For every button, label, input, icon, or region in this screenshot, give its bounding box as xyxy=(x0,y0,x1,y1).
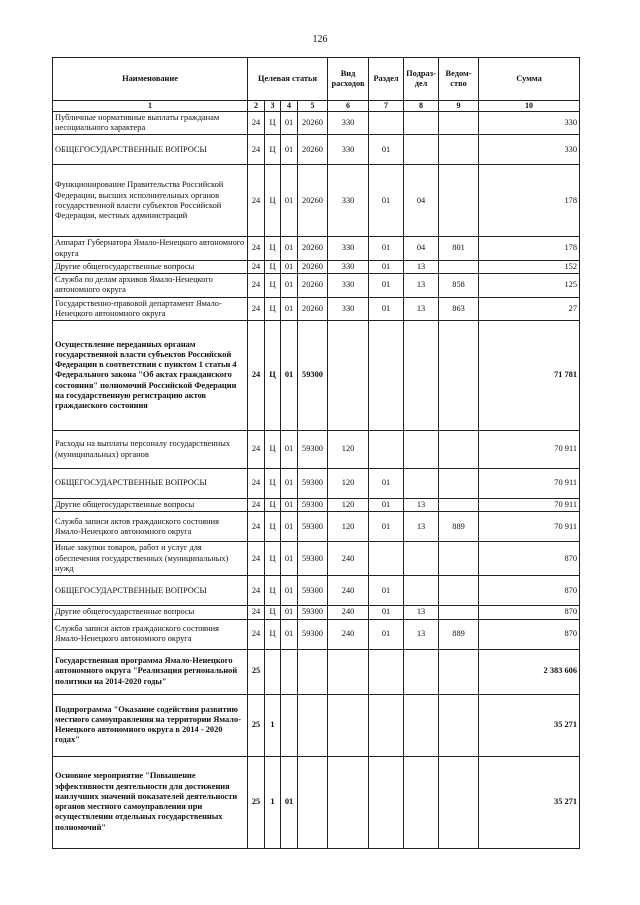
table-row xyxy=(53,606,580,619)
target-code-event: 01 xyxy=(281,274,298,298)
target-code-program: 24 xyxy=(248,274,265,298)
target-code-event: 01 xyxy=(281,260,298,273)
target-code-program: 24 xyxy=(248,135,265,165)
sum-cell: 330 xyxy=(479,135,580,165)
table-row xyxy=(53,165,580,237)
table-row xyxy=(53,135,580,165)
target-code-direction: Ц xyxy=(265,297,281,321)
subsection-cell xyxy=(404,111,439,135)
section-cell xyxy=(369,111,404,135)
target-code-expense: 59300 xyxy=(298,512,328,542)
section-cell: 01 xyxy=(369,512,404,542)
table-row xyxy=(53,321,580,431)
section-cell: 01 xyxy=(369,499,404,512)
subsection-cell: 13 xyxy=(404,297,439,321)
target-code-program: 25 xyxy=(248,756,265,848)
sum-cell: 70 911 xyxy=(479,431,580,469)
column-number: 10 xyxy=(479,101,580,112)
sum-cell: 870 xyxy=(479,576,580,606)
sum-cell: 870 xyxy=(479,619,580,649)
sum-cell: 870 xyxy=(479,542,580,576)
row-name: Иные закупки товаров, работ и услуг для обеспечения государственных (муниципальных) нужд xyxy=(53,542,248,576)
row-name: ОБЩЕГОСУДАРСТВЕННЫЕ ВОПРОСЫ xyxy=(53,135,248,165)
table-row xyxy=(53,111,580,135)
sum-cell: 125 xyxy=(479,274,580,298)
target-code-program: 25 xyxy=(248,649,265,694)
column-number: 8 xyxy=(404,101,439,112)
header-expense-type: Вид расходов xyxy=(328,58,369,101)
target-code-program: 24 xyxy=(248,576,265,606)
header-section: Раздел xyxy=(369,58,404,101)
sum-cell: 70 911 xyxy=(479,499,580,512)
subsection-cell: 13 xyxy=(404,606,439,619)
target-code-event: 01 xyxy=(281,237,298,261)
expense-type-cell xyxy=(328,649,369,694)
sum-cell: 35 271 xyxy=(479,694,580,756)
department-cell: 801 xyxy=(439,237,479,261)
column-number: 9 xyxy=(439,101,479,112)
expense-type-cell: 120 xyxy=(328,512,369,542)
table-row xyxy=(53,576,580,606)
department-cell xyxy=(439,499,479,512)
header-target-article: Целевая статья xyxy=(248,58,328,101)
target-code-direction: 1 xyxy=(265,694,281,756)
section-cell: 01 xyxy=(369,260,404,273)
row-name: Подпрограмма "Оказание содействия развитию местного самоуправления на территории Ямало-Ненецкого автономного округа в 2014 - 2020 годах" xyxy=(53,694,248,756)
department-cell xyxy=(439,111,479,135)
header-sum: Сумма xyxy=(479,58,580,101)
target-code-direction: Ц xyxy=(265,274,281,298)
row-name: Служба записи актов гражданского состояния Ямало-Ненецкого автономного округа xyxy=(53,619,248,649)
department-cell xyxy=(439,649,479,694)
subsection-cell: 13 xyxy=(404,619,439,649)
table-row xyxy=(53,469,580,499)
table-row xyxy=(53,274,580,298)
target-code-event: 01 xyxy=(281,756,298,848)
target-code-expense: 20260 xyxy=(298,111,328,135)
row-name: ОБЩЕГОСУДАРСТВЕННЫЕ ВОПРОСЫ xyxy=(53,469,248,499)
row-name: ОБЩЕГОСУДАРСТВЕННЫЕ ВОПРОСЫ xyxy=(53,576,248,606)
target-code-direction: Ц xyxy=(265,576,281,606)
sum-cell: 330 xyxy=(479,111,580,135)
expense-type-cell xyxy=(328,756,369,848)
subsection-cell xyxy=(404,756,439,848)
table-row xyxy=(53,619,580,649)
target-code-event xyxy=(281,694,298,756)
table-row xyxy=(53,237,580,261)
target-code-event xyxy=(281,649,298,694)
row-name: Расходы на выплаты персоналу государственных (муниципальных) органов xyxy=(53,431,248,469)
target-code-direction: Ц xyxy=(265,512,281,542)
department-cell xyxy=(439,431,479,469)
target-code-direction: Ц xyxy=(265,260,281,273)
department-cell xyxy=(439,756,479,848)
subsection-cell xyxy=(404,431,439,469)
sum-cell: 70 911 xyxy=(479,512,580,542)
target-code-expense: 20260 xyxy=(298,297,328,321)
row-name: Другие общегосударственные вопросы xyxy=(53,606,248,619)
department-cell: 889 xyxy=(439,619,479,649)
sum-cell: 870 xyxy=(479,606,580,619)
target-code-program: 24 xyxy=(248,260,265,273)
target-code-expense xyxy=(298,756,328,848)
expense-type-cell: 120 xyxy=(328,469,369,499)
row-name: Государственная программа Ямало-Ненецкого автономного округа "Реализация региональной политики на 2014-2020 годы" xyxy=(53,649,248,694)
table-row xyxy=(53,297,580,321)
expense-type-cell: 330 xyxy=(328,165,369,237)
target-code-program: 24 xyxy=(248,431,265,469)
column-number: 6 xyxy=(328,101,369,112)
department-cell xyxy=(439,469,479,499)
expense-type-cell xyxy=(328,694,369,756)
target-code-direction: Ц xyxy=(265,606,281,619)
table-row xyxy=(53,499,580,512)
section-cell: 01 xyxy=(369,469,404,499)
section-cell xyxy=(369,431,404,469)
target-code-expense: 20260 xyxy=(298,165,328,237)
target-code-expense: 20260 xyxy=(298,274,328,298)
target-code-direction: Ц xyxy=(265,165,281,237)
expense-type-cell: 330 xyxy=(328,260,369,273)
target-code-program: 24 xyxy=(248,469,265,499)
target-code-direction: Ц xyxy=(265,542,281,576)
subsection-cell: 04 xyxy=(404,165,439,237)
target-code-expense: 20260 xyxy=(298,260,328,273)
department-cell xyxy=(439,260,479,273)
expense-type-cell: 240 xyxy=(328,576,369,606)
section-cell: 01 xyxy=(369,297,404,321)
target-code-event: 01 xyxy=(281,469,298,499)
department-cell xyxy=(439,321,479,431)
row-name: Служба по делам архивов Ямало-Ненецкого автономного округа xyxy=(53,274,248,298)
target-code-event: 01 xyxy=(281,111,298,135)
subsection-cell xyxy=(404,542,439,576)
column-number: 7 xyxy=(369,101,404,112)
section-cell xyxy=(369,321,404,431)
target-code-expense: 59300 xyxy=(298,542,328,576)
target-code-event: 01 xyxy=(281,542,298,576)
expense-type-cell: 330 xyxy=(328,237,369,261)
sum-cell: 152 xyxy=(479,260,580,273)
table-row xyxy=(53,694,580,756)
row-name: Другие общегосударственные вопросы xyxy=(53,260,248,273)
department-cell: 858 xyxy=(439,274,479,298)
sum-cell: 178 xyxy=(479,165,580,237)
department-cell: 889 xyxy=(439,512,479,542)
target-code-direction: Ц xyxy=(265,619,281,649)
target-code-direction xyxy=(265,649,281,694)
target-code-program: 24 xyxy=(248,542,265,576)
row-name: Основное мероприятие "Повышение эффективности деятельности для достижения наилучших значений показателей деятельности органов местного самоуправления при осуществлении отдельных государственных полномочий" xyxy=(53,756,248,848)
section-cell xyxy=(369,649,404,694)
section-cell: 01 xyxy=(369,165,404,237)
table-row xyxy=(53,260,580,273)
target-code-expense: 59300 xyxy=(298,431,328,469)
target-code-event: 01 xyxy=(281,576,298,606)
table-row xyxy=(53,649,580,694)
section-cell: 01 xyxy=(369,619,404,649)
table-header-row xyxy=(53,58,580,101)
target-code-event: 01 xyxy=(281,606,298,619)
target-code-program: 25 xyxy=(248,694,265,756)
target-code-event: 01 xyxy=(281,297,298,321)
subsection-cell xyxy=(404,135,439,165)
table-body xyxy=(53,111,580,848)
section-cell: 01 xyxy=(369,274,404,298)
target-code-direction: Ц xyxy=(265,111,281,135)
target-code-event: 01 xyxy=(281,431,298,469)
department-cell xyxy=(439,165,479,237)
section-cell: 01 xyxy=(369,576,404,606)
target-code-expense xyxy=(298,694,328,756)
target-code-program: 24 xyxy=(248,111,265,135)
sum-cell: 35 271 xyxy=(479,756,580,848)
department-cell xyxy=(439,694,479,756)
column-number: 4 xyxy=(281,101,298,112)
department-cell xyxy=(439,606,479,619)
budget-table xyxy=(52,57,580,849)
target-code-event: 01 xyxy=(281,512,298,542)
target-code-program: 24 xyxy=(248,237,265,261)
target-code-event: 01 xyxy=(281,499,298,512)
department-cell xyxy=(439,135,479,165)
expense-type-cell: 120 xyxy=(328,431,369,469)
expense-type-cell: 240 xyxy=(328,542,369,576)
target-code-program: 24 xyxy=(248,165,265,237)
expense-type-cell: 120 xyxy=(328,499,369,512)
target-code-event: 01 xyxy=(281,619,298,649)
expense-type-cell: 330 xyxy=(328,297,369,321)
sum-cell: 70 911 xyxy=(479,469,580,499)
section-cell: 01 xyxy=(369,606,404,619)
subsection-cell xyxy=(404,576,439,606)
header-name: Наименование xyxy=(53,58,248,101)
target-code-expense: 59300 xyxy=(298,576,328,606)
target-code-event: 01 xyxy=(281,321,298,431)
subsection-cell: 13 xyxy=(404,260,439,273)
target-code-program: 24 xyxy=(248,619,265,649)
column-number: 2 xyxy=(248,101,265,112)
expense-type-cell xyxy=(328,321,369,431)
target-code-program: 24 xyxy=(248,499,265,512)
target-code-expense: 59300 xyxy=(298,469,328,499)
section-cell xyxy=(369,756,404,848)
table-row xyxy=(53,431,580,469)
department-cell xyxy=(439,542,479,576)
section-cell xyxy=(369,694,404,756)
table-row xyxy=(53,542,580,576)
target-code-expense: 20260 xyxy=(298,135,328,165)
row-name: Функционирование Правительства Российской Федерации, высших исполнительных органов государственной власти субъектов Российской Федерации, местных администраций xyxy=(53,165,248,237)
target-code-direction: Ц xyxy=(265,321,281,431)
column-number: 3 xyxy=(265,101,281,112)
subsection-cell: 04 xyxy=(404,237,439,261)
target-code-direction: Ц xyxy=(265,469,281,499)
target-code-program: 24 xyxy=(248,321,265,431)
subsection-cell xyxy=(404,321,439,431)
target-code-program: 24 xyxy=(248,297,265,321)
subsection-cell: 13 xyxy=(404,499,439,512)
target-code-expense: 20260 xyxy=(298,237,328,261)
subsection-cell xyxy=(404,694,439,756)
sum-cell: 71 781 xyxy=(479,321,580,431)
header-department: Ведом-ство xyxy=(439,58,479,101)
subsection-cell xyxy=(404,649,439,694)
target-code-program: 24 xyxy=(248,512,265,542)
column-number-row xyxy=(53,101,580,112)
table-row xyxy=(53,512,580,542)
section-cell xyxy=(369,542,404,576)
section-cell: 01 xyxy=(369,237,404,261)
row-name: Государственно-правовой департамент Ямало-Ненецкого автономного округа xyxy=(53,297,248,321)
sum-cell: 178 xyxy=(479,237,580,261)
sum-cell: 27 xyxy=(479,297,580,321)
subsection-cell xyxy=(404,469,439,499)
target-code-direction: Ц xyxy=(265,499,281,512)
target-code-expense: 59300 xyxy=(298,606,328,619)
row-name: Публичные нормативные выплаты гражданам несоциального характера xyxy=(53,111,248,135)
row-name: Осуществление переданных органам государственной власти субъектов Российской Федерации в соответствии с пунктом 1 статьи 4 Федерального закона "Об актах гражданского состояния" полномочий Российской Федерации на государственную регистрацию актов гражданского состояния xyxy=(53,321,248,431)
department-cell: 863 xyxy=(439,297,479,321)
sum-cell: 2 383 606 xyxy=(479,649,580,694)
row-name: Служба записи актов гражданского состояния Ямало-Ненецкого автономного округа xyxy=(53,512,248,542)
target-code-expense: 59300 xyxy=(298,321,328,431)
subsection-cell: 13 xyxy=(404,512,439,542)
target-code-event: 01 xyxy=(281,135,298,165)
column-number: 1 xyxy=(53,101,248,112)
subsection-cell: 13 xyxy=(404,274,439,298)
target-code-expense: 59300 xyxy=(298,499,328,512)
expense-type-cell: 330 xyxy=(328,135,369,165)
target-code-event: 01 xyxy=(281,165,298,237)
header-subsection: Подраз-дел xyxy=(404,58,439,101)
expense-type-cell: 330 xyxy=(328,274,369,298)
target-code-expense xyxy=(298,649,328,694)
target-code-direction: Ц xyxy=(265,135,281,165)
target-code-direction: Ц xyxy=(265,237,281,261)
target-code-expense: 59300 xyxy=(298,619,328,649)
expense-type-cell: 240 xyxy=(328,619,369,649)
expense-type-cell: 330 xyxy=(328,111,369,135)
table-row xyxy=(53,756,580,848)
section-cell: 01 xyxy=(369,135,404,165)
page-number: 126 xyxy=(312,34,328,45)
column-number: 5 xyxy=(298,101,328,112)
target-code-program: 24 xyxy=(248,606,265,619)
department-cell xyxy=(439,576,479,606)
expense-type-cell: 240 xyxy=(328,606,369,619)
target-code-direction: 1 xyxy=(265,756,281,848)
target-code-direction: Ц xyxy=(265,431,281,469)
row-name: Аппарат Губернатора Ямало-Ненецкого автономного округа xyxy=(53,237,248,261)
row-name: Другие общегосударственные вопросы xyxy=(53,499,248,512)
